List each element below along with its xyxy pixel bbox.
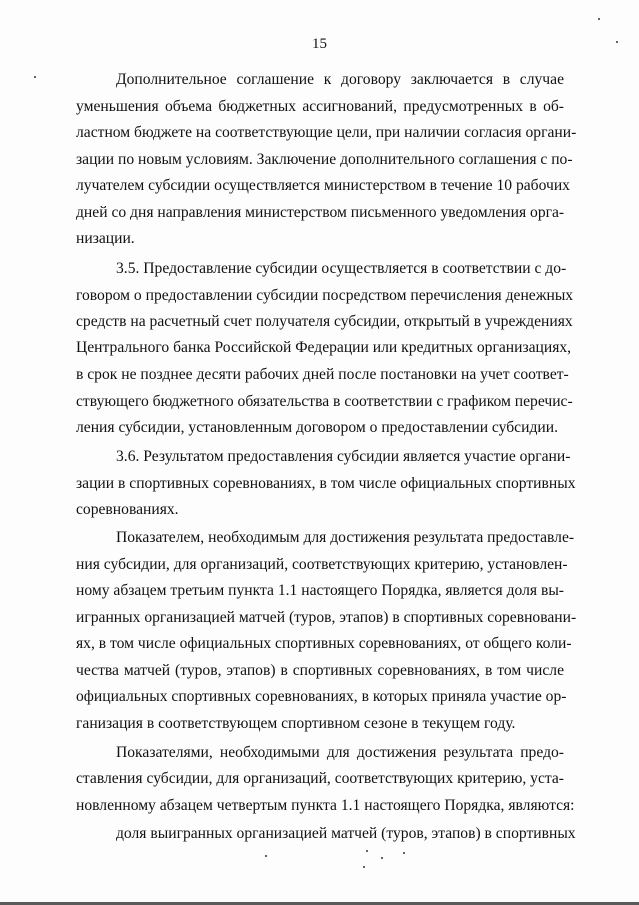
text-line: говором о предоставлении субсидии посредством перечисления денежных [76,287,574,304]
text-line: ления субсидии, установленным договором о предоставлении субсидии. [76,419,558,436]
text-line: новленному абзацем четвертым пункта 1.1 настоящего Порядка, являются: [76,797,575,814]
scan-speck [598,18,600,20]
text-line: Показателем, необходимым для достижения результата предоставле- [116,529,575,546]
text-line: Показателями, необходимыми для достижения результата предо- [116,744,564,761]
text-line: уменьшения объема бюджетных ассигнований, предусмотренных в об- [76,98,564,115]
text-line: игранных организацией матчей (туров, этапов) в спортивных соревновани- [76,609,577,626]
text-line: зации в спортивных соревнованиях, в том числе официальных спортивных [76,475,576,492]
scan-speck [403,852,405,854]
scan-speck [265,855,267,857]
text-line: ному абзацем третьим пункта 1.1 настоящего Порядка, является доля вы- [76,582,564,599]
text-line: Дополнительное соглашение к договору заключается в случае [116,71,564,88]
text-line: ластном бюджете на соответствующие цели, при наличии согласия органи- [76,124,577,141]
scan-speck [366,850,368,852]
text-line: доля выигранных организацией матчей (туров, этапов) в спортивных [116,825,576,842]
text-line: средств на расчетный счет получателя субсидии, открытый в учреждениях [76,313,573,330]
text-line: лучателем субсидии осуществляется министерством в течение 10 рабочих [76,177,570,194]
text-line: чества матчей (туров, этапов) в спортивных соревнованиях, в том числе [76,662,564,679]
scan-speck [616,41,618,43]
scan-speck [34,76,36,78]
text-line: ния субсидии, для организаций, соответствующих критерию, установлен- [76,556,568,573]
text-line: зации по новым условиям. Заключение дополнительного соглашения с по- [76,151,573,168]
text-line: ях, в том числе официальных спортивных соревнованиях, от общего коли- [76,635,572,652]
text-line: дней со дня направления министерством письменного уведомления орга- [76,204,565,221]
text-line: 3.6. Результатом предоставления субсидии является участие органи- [116,448,571,465]
text-line: ствующего бюджетного обязательства в соответствии с графиком перечис- [76,393,573,410]
scan-speck [363,866,365,868]
text-line: Центрального банка Российской Федерации или кредитных организациях, [76,339,572,356]
text-line: соревнованиях. [76,501,179,518]
text-line: 3.5. Предоставление субсидии осуществляется в соответствии с до- [116,260,567,277]
text-line: ганизация в соответствующем спортивном сезоне в текущем году. [76,715,516,732]
text-line: в срок не позднее десяти рабочих дней после постановки на учет соответ- [76,366,569,383]
text-line: низации. [76,230,135,247]
text-line: официальных спортивных соревнованиях, в которых приняла участие ор- [76,688,567,705]
text-line: ставления субсидии, для организаций, соответствующих критерию, уста- [76,770,564,787]
scan-speck [381,857,383,859]
page-number: 15 [312,36,327,52]
